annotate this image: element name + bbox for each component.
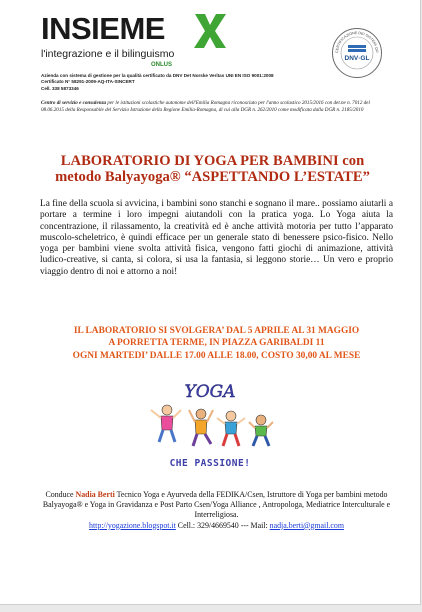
certification-info [41, 73, 371, 92]
insieme-logo [41, 12, 231, 74]
passion-word: CHE PASSIONE! [169, 458, 251, 469]
title-line-1: LABORATORIO DI YOGA PER BAMBINI con [60, 153, 365, 169]
dnv-label: DNV·GL [344, 55, 370, 62]
yoga-illustration [139, 380, 281, 472]
page-title [40, 154, 385, 185]
blog-link[interactable]: http://yogazione.blogspot.it [89, 520, 176, 530]
logo-x-mark [193, 10, 227, 52]
footer-contact: Conduce Nadia Berti Tecnico Yoga e Ayurveda della FEDIKA/Csen, Istruttore di Yoga per bambini metodo Balyayoga® e Yoga in Gravidanza e Post Parto Csen/Yoga Alliance , Antropologa, Mediatrice Interculturale e Interreligiosa. http://yogazione.blogspot.it Cell.: 329/4669540 --- Mail: nadja.berti@gmail.com [42, 490, 391, 530]
schedule-info [40, 325, 393, 362]
cert-line-3: Cell. 338 5873346 [41, 85, 79, 91]
dnv-ring-text: CERTIFICAZIONE DEI SISTEMI QU [334, 30, 380, 54]
kid-figure [249, 415, 273, 446]
yoga-word: YOGA [184, 382, 236, 402]
kid-figure [217, 411, 245, 446]
service-center-notice: Centro di servizio e consulenza per le istituzioni scolastiche autonome dell'Emilia Romagna riconosciuto per l'anno scolastico 2015/2016 con det.ne n. 7012 del 08.06.2015 della Responsabile del Servizio Istruzione della Regione Emilia-Romagna, di cui alla DGR n. 262/2010 come modificata dalla DGR n. 2185/2010 [41, 100, 370, 113]
email-link[interactable]: nadja.berti@gmail.com [269, 520, 344, 530]
dnv-certification-seal [331, 27, 383, 79]
logo-wordmark: INSIEME [41, 11, 165, 46]
schedule-time-cost: OGNI MARTEDI’ DALLE 17.00 ALLE 18.00, COSTO 30,00 AL MESE [72, 350, 361, 361]
kid-figure [189, 409, 213, 446]
title-line-2: metodo Balyayoga® “ASPETTANDO L’ESTATE” [55, 168, 370, 185]
schedule-dates: IL LABORATORIO SI SVOLGERA’ DAL 5 APRILE AL 31 MAGGIO [73, 326, 360, 336]
cert-line-2: Certificato N° 58291-2009-AQ-ITA-SINCERT [41, 79, 135, 85]
cert-line-1: Azienda con sistema di gestione per la qualità certificato da DNV Det Norske Veritas UNI EN ISO 9001:2008 [41, 73, 274, 78]
instructor-name: Nadia Berti [75, 490, 115, 499]
kid-figure [151, 405, 181, 442]
logo-onlus: ONLUS [151, 62, 172, 68]
intro-paragraph: La fine della scuola si avvicina, i bambini sono stanchi e sognano il mare.. possiamo aiutarli a portare a termine i loro impegni aiutandoli con la pratica yoga. Lo Yoga aiuta la concentrazione, il rilassamento, la creatività ed è anche attività motoria per tutto l’apparato muscolo-scheletrico, è quindi efficace per un generale stato di benessere psico-fisico. Nello yoga per bambini viene svolta attività fisica, vengono fatti giochi di animazione, attività ludico-creative, si canta, si colora, si usa la fantasia, si leggono storie… Un vero e proprio viaggio dentro di noi e attorno a noi! [40, 199, 393, 277]
logo-subtitle: l'integrazione e il bilinguismo [41, 48, 175, 60]
schedule-location: A PORRETTA TERME, IN PIAZZA GARIBALDI 11 [108, 338, 325, 349]
